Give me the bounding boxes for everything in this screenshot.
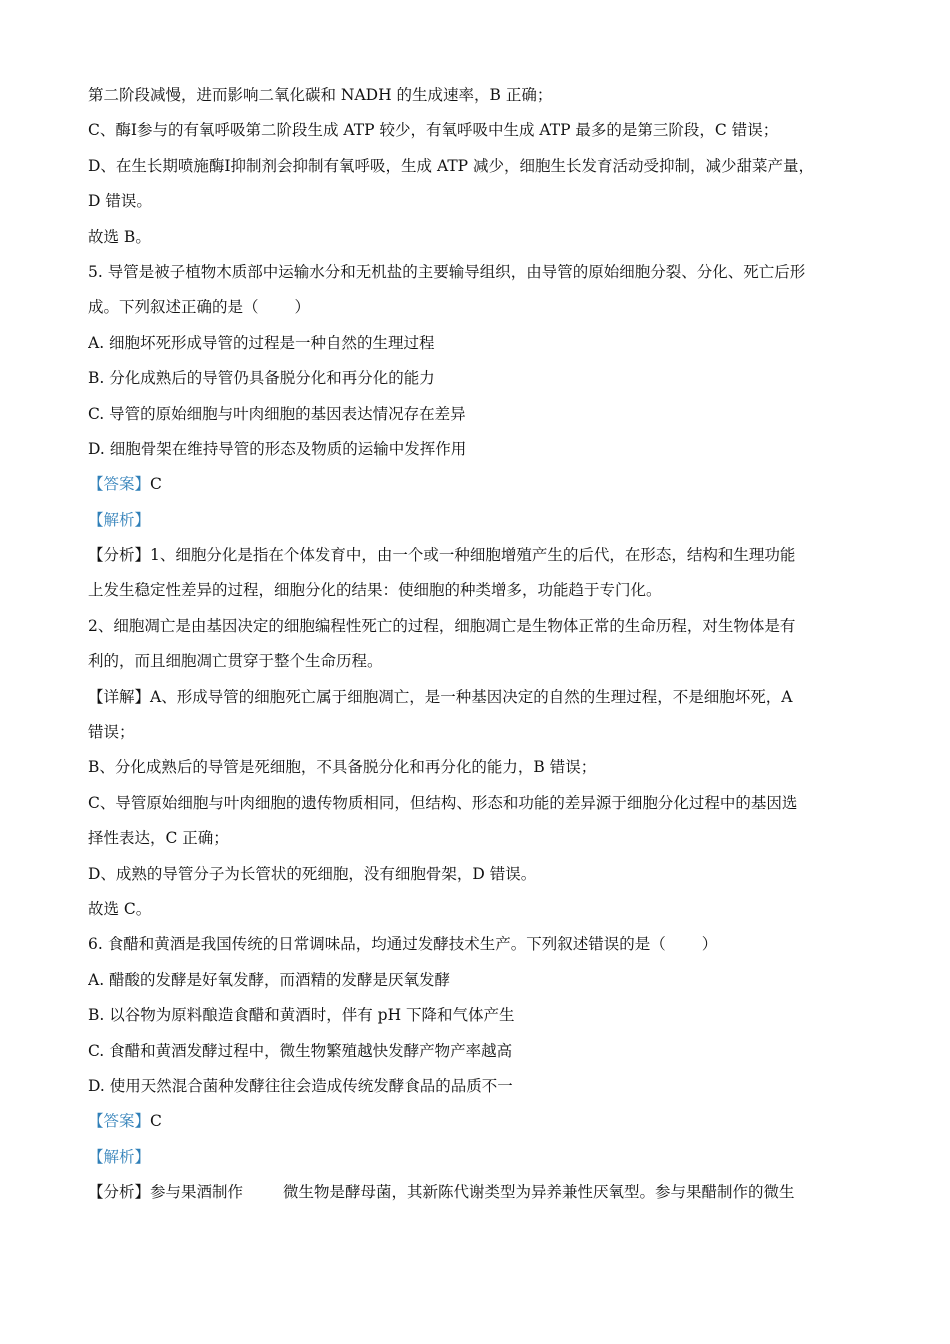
text-line: [88, 786, 868, 821]
paragraph-text: C、酶Ⅰ参与的有氧呼吸第二阶段生成 ATP 较少，有氧呼吸中生成 ATP 最多的是第三阶段，C 错误；: [88, 121, 779, 140]
option-text: B. 以谷物为原料酿造食醋和黄酒时，伴有 pH 下降和气体产生: [88, 1006, 515, 1025]
text-line: [88, 149, 868, 184]
text-line: [88, 715, 868, 750]
option-d: [88, 1069, 868, 1104]
paragraph-text: 2、细胞凋亡是由基因决定的细胞编程性死亡的过程，细胞凋亡是生物体正常的生命历程，对生物体是有: [88, 616, 796, 635]
document-body: [88, 78, 868, 1211]
option-a: [88, 963, 868, 998]
text-line: [88, 1175, 868, 1210]
analysis-line: [88, 1140, 868, 1175]
conclusion-text: 故选 C。: [88, 899, 152, 918]
option-b: [88, 361, 868, 396]
paragraph-text: D、成熟的导管分子为长管状的死细胞，没有细胞骨架，D 错误。: [88, 864, 537, 883]
text-line: [88, 609, 868, 644]
option-text: C. 食醋和黄酒发酵过程中，微生物繁殖越快发酵产物产率越高: [88, 1041, 513, 1060]
text-line: [88, 538, 868, 573]
paragraph-text: B、分化成熟后的导管是死细胞，不具备脱分化和再分化的能力，B 错误；: [88, 758, 597, 777]
paragraph-text: 择性表达，C 正确；: [88, 829, 229, 848]
answer-value: C: [150, 1112, 162, 1131]
analysis-tag: 【解析】: [88, 1147, 151, 1166]
answer-value: C: [150, 475, 162, 494]
fenxi-tag: 【分析】: [88, 1183, 151, 1202]
answer-line: [88, 1104, 868, 1139]
question-6-stem: [88, 927, 868, 962]
option-text: B. 分化成熟后的导管仍具备脱分化和再分化的能力: [88, 369, 435, 388]
paragraph-text: 1、细胞分化是指在个体发育中，由一个或一种细胞增殖产生的后代，在形态，结构和生理功能: [150, 546, 796, 565]
text-line: [88, 821, 868, 856]
paragraph-text: 错误；: [88, 723, 135, 742]
paragraph-text: D、在生长期喷施酶Ⅰ抑制剂会抑制有氧呼吸，生成 ATP 减少，细胞生长发育活动受抑制，减少甜菜产量，: [88, 156, 815, 175]
option-text: D. 细胞骨架在维持导管的形态及物质的运输中发挥作用: [88, 439, 467, 458]
question-text: 5. 导管是被子植物木质部中运输水分和无机盐的主要输导组织，由导管的原始细胞分裂、分化、死亡后形: [88, 262, 806, 281]
paragraph-text: 参与果酒制作: [150, 1183, 244, 1202]
question-text: 成。下列叙述正确的是（: [88, 298, 259, 317]
question-text: ）: [701, 935, 718, 954]
text-line: [88, 892, 868, 927]
analysis-line: [88, 503, 868, 538]
option-text: C. 导管的原始细胞与叶肉细胞的基因表达情况存在差异: [88, 404, 466, 423]
option-c: [88, 397, 868, 432]
xiangjie-tag: 【详解】: [88, 687, 151, 706]
option-text: A. 醋酸的发酵是好氧发酵，而酒精的发酵是厌氧发酵: [88, 970, 451, 989]
paragraph-text: D 错误。: [88, 192, 152, 211]
text-line: [88, 857, 868, 892]
text-line: [88, 113, 868, 148]
text-line: [88, 750, 868, 785]
option-a: [88, 326, 868, 361]
question-5-stem-cont: [88, 290, 868, 325]
fenxi-tag: 【分析】: [88, 546, 151, 565]
question-5-stem: [88, 255, 868, 290]
option-text: A. 细胞坏死形成导管的过程是一种自然的生理过程: [88, 333, 435, 352]
question-text: ）: [294, 298, 311, 317]
analysis-tag: 【解析】: [88, 510, 151, 529]
answer-tag: 【答案】: [88, 1112, 151, 1131]
text-line: [88, 220, 868, 255]
paragraph-text: C、导管原始细胞与叶肉细胞的遗传物质相同，但结构、形态和功能的差异源于细胞分化过程中的基因选: [88, 793, 798, 812]
option-text: D. 使用天然混合菌种发酵往往会造成传统发酵食品的品质不一: [88, 1076, 513, 1095]
paragraph-text: 第二阶段减慢，进而影响二氧化碳和 NADH 的生成速率，B 正确；: [88, 86, 553, 104]
text-line: [88, 573, 868, 608]
option-d: [88, 432, 868, 467]
answer-tag: 【答案】: [88, 475, 151, 494]
text-line: [88, 184, 868, 219]
option-b: [88, 998, 868, 1033]
text-line: [88, 78, 868, 113]
text-line: [88, 644, 868, 679]
paragraph-text: 利的，而且细胞凋亡贯穿于整个生命历程。: [88, 652, 383, 671]
conclusion-text: 故选 B。: [88, 227, 151, 246]
text-line: [88, 680, 868, 715]
question-text: 6. 食醋和黄酒是我国传统的日常调味品，均通过发酵技术生产。下列叙述错误的是（: [88, 935, 666, 954]
option-c: [88, 1034, 868, 1069]
answer-line: [88, 467, 868, 502]
paragraph-text: 上发生稳定性差异的过程，细胞分化的结果：使细胞的种类增多，功能趋于专门化。: [88, 581, 662, 600]
paragraph-text: 微生物是酵母菌，其新陈代谢类型为异养兼性厌氧型。参与果醋制作的微生: [283, 1183, 795, 1202]
paragraph-text: A、形成导管的细胞死亡属于细胞凋亡，是一种基因决定的自然的生理过程，不是细胞坏死，A: [150, 687, 793, 706]
